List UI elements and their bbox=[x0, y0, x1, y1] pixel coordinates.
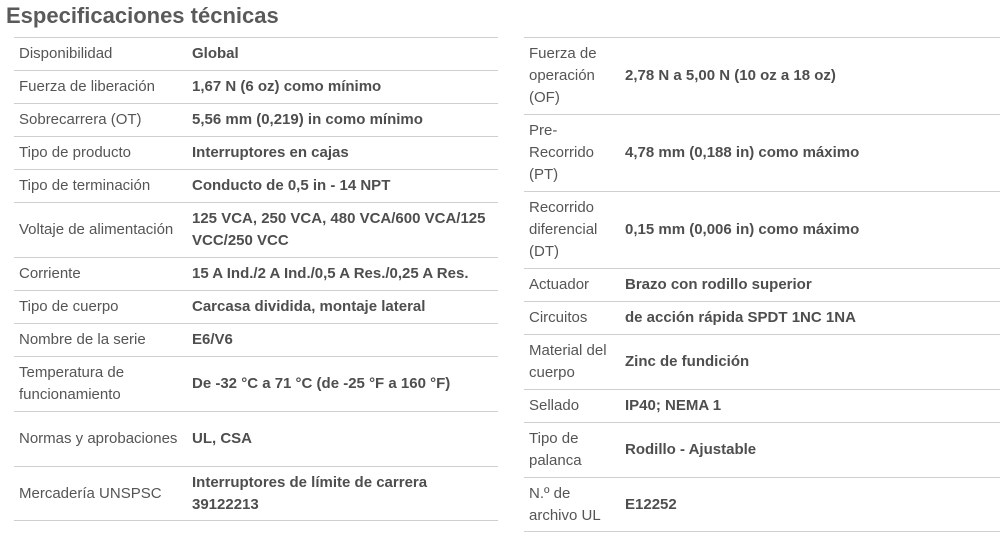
spec-row bbox=[524, 389, 1000, 422]
spec-label: Voltaje de alimentación bbox=[19, 221, 174, 238]
spec-value: Carcasa dividida, montaje lateral bbox=[192, 298, 426, 315]
spec-label: Fuerza de operación (OF) bbox=[529, 45, 597, 106]
spec-value: Zinc de fundición bbox=[625, 353, 750, 370]
spec-row bbox=[14, 136, 498, 169]
spec-value: Global bbox=[192, 45, 239, 62]
spec-label: Sellado bbox=[529, 397, 580, 414]
spec-row bbox=[524, 477, 1000, 532]
spec-value: UL, CSA bbox=[192, 430, 252, 447]
spec-value: IP40; NEMA 1 bbox=[625, 397, 722, 414]
spec-row bbox=[524, 301, 1000, 334]
spec-value: Conducto de 0,5 in - 14 NPT bbox=[192, 177, 391, 194]
spec-label: Pre-Recorrido (PT) bbox=[529, 122, 595, 183]
spec-label: Circuitos bbox=[529, 309, 588, 326]
spec-label: N.º de archivo UL bbox=[529, 484, 601, 524]
spec-label: Actuador bbox=[529, 276, 590, 293]
spec-label: Tipo de producto bbox=[19, 144, 132, 161]
spec-row bbox=[524, 422, 1000, 477]
spec-row bbox=[524, 334, 1000, 389]
spec-label: Mercadería UNSPSC bbox=[19, 484, 162, 502]
spec-value: 125 VCA, 250 VCA, 480 VCA/600 VCA/125 VCC/250 VCC bbox=[192, 210, 486, 249]
spec-row bbox=[524, 268, 1000, 301]
spec-label: Tipo de cuerpo bbox=[19, 298, 119, 315]
spec-label: Corriente bbox=[19, 265, 81, 282]
spec-row bbox=[524, 114, 1000, 191]
spec-row bbox=[14, 37, 498, 70]
spec-row bbox=[14, 103, 498, 136]
spec-value: De -32 °C a 71 °C (de -25 °F a 160 °F) bbox=[192, 375, 451, 392]
spec-label: Sobrecarrera (OT) bbox=[19, 111, 142, 128]
spec-label: Disponibilidad bbox=[19, 45, 113, 62]
spec-label: Tipo de terminación bbox=[19, 177, 151, 194]
spec-label: Nombre de la serie bbox=[19, 331, 146, 348]
spec-label: Tipo de palanca bbox=[529, 430, 582, 469]
spec-value: Interruptores de límite de carrera 39122213 bbox=[192, 473, 428, 513]
spec-row bbox=[14, 202, 498, 257]
spec-row bbox=[14, 257, 498, 290]
spec-value: 5,56 mm (0,219) in como mínimo bbox=[192, 111, 423, 128]
spec-row bbox=[524, 37, 1000, 114]
spec-row bbox=[14, 323, 498, 356]
specs-table-right bbox=[524, 37, 1000, 532]
spec-row bbox=[524, 191, 1000, 268]
spec-value: 1,67 N (6 oz) como mínimo bbox=[192, 78, 382, 95]
spec-value: Brazo con rodillo superior bbox=[625, 276, 812, 293]
spec-value: E6/V6 bbox=[192, 331, 233, 348]
spec-label: Recorrido diferencial (DT) bbox=[529, 199, 598, 260]
specs-table-left bbox=[14, 37, 498, 521]
spec-row bbox=[14, 411, 498, 466]
spec-row bbox=[14, 356, 498, 411]
spec-label: Temperatura de funcionamiento bbox=[19, 364, 125, 403]
spec-value: 4,78 mm (0,188 in) como máximo bbox=[625, 144, 860, 161]
spec-row bbox=[14, 70, 498, 103]
spec-value: Interruptores en cajas bbox=[192, 144, 349, 161]
spec-value: Rodillo - Ajustable bbox=[625, 441, 757, 458]
spec-row bbox=[14, 466, 498, 521]
spec-value: E12252 bbox=[625, 495, 677, 513]
spec-row bbox=[14, 290, 498, 323]
spec-label: Normas y aprobaciones bbox=[19, 430, 178, 447]
spec-value: de acción rápida SPDT 1NC 1NA bbox=[625, 309, 856, 326]
spec-label: Fuerza de liberación bbox=[19, 78, 155, 95]
spec-value: 0,15 mm (0,006 in) como máximo bbox=[625, 221, 860, 238]
spec-value: 2,78 N a 5,00 N (10 oz a 18 oz) bbox=[625, 67, 836, 84]
spec-label: Material del cuerpo bbox=[529, 342, 607, 381]
page-title: Especificaciones técnicas bbox=[6, 3, 279, 28]
spec-row bbox=[14, 169, 498, 202]
spec-value: 15 A Ind./2 A Ind./0,5 A Res./0,25 A Res. bbox=[192, 265, 469, 282]
